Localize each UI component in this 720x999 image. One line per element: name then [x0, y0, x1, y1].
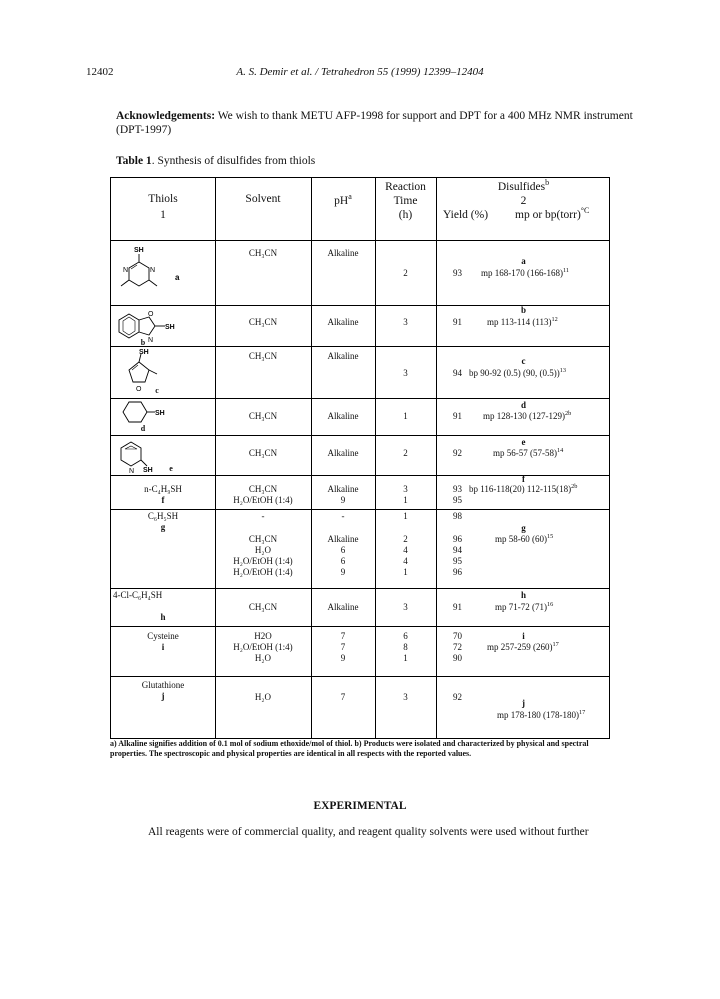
header-time: Time: [393, 195, 418, 207]
row-i-mp-text: mp 257-259 (260): [487, 642, 553, 652]
row-g-thiol: C₆H₅SH: [147, 511, 179, 521]
row-g-yield-3: 95: [453, 556, 462, 566]
structure-b-benzoxazole-thiol: [115, 308, 211, 346]
row-e-time: 2: [403, 448, 408, 458]
experimental-paragraph: All reagents were of commercial quality, and reagent quality solvents were used without further: [148, 826, 589, 838]
row-i-thiol: Cysteine: [147, 631, 179, 641]
row-a-solvent: CH₃CN: [248, 248, 278, 258]
header-mp-text: mp or bp(torr): [515, 209, 581, 221]
row-j-solvent: H₂O: [254, 692, 272, 702]
table-caption: [116, 155, 315, 167]
row-f-thiol: n-C₄H₉SH: [144, 484, 182, 494]
structure-a-n2: N: [150, 267, 156, 274]
row-g-ph-1: Alkaline: [327, 534, 359, 544]
row-a-mp-text: mp 168-170 (166-168): [481, 268, 563, 278]
row-e-ph: Alkaline: [327, 448, 359, 458]
structure-a-sh: SH: [134, 247, 144, 254]
row-g-ref: 15: [547, 533, 554, 540]
structure-d-letter: d: [140, 424, 146, 433]
row-a-mp: [481, 268, 609, 279]
header-hours: (h): [398, 209, 413, 221]
row-h-solvent: CH₃CN: [248, 602, 278, 612]
structure-a-n1: N: [123, 267, 129, 274]
row-f-time-2: 1: [403, 495, 408, 505]
acknowledgements: [116, 109, 636, 137]
structure-b-o: O: [148, 311, 154, 318]
row-a-ph: Alkaline: [327, 248, 359, 258]
header-ph: [311, 194, 375, 208]
table-caption-text: . Synthesis of disulfides from thiols: [151, 155, 316, 167]
row-g-time-0: 1: [403, 511, 408, 521]
row-divider: [111, 398, 609, 399]
header-thiols-number: 1: [160, 209, 166, 221]
row-j-mp-text: mp 178-180 (178-180): [497, 710, 579, 720]
row-g-solvent-1: CH₃CN: [248, 534, 278, 544]
row-c-bp-text: bp 90-92 (0.5) (90, (0.5)): [469, 368, 560, 378]
row-j-ref: 17: [579, 709, 586, 716]
row-a-letter: a: [521, 256, 526, 266]
row-g-solvent-4: H₂O/EtOH (1:4): [233, 567, 293, 577]
row-f-yield-2: 95: [453, 495, 462, 505]
structure-d-cyclohexanethiol: [115, 400, 195, 432]
row-h-ref: 16: [547, 601, 554, 608]
row-g-letter: g: [521, 523, 526, 533]
header-ph-text: pH: [334, 195, 349, 207]
row-j-thiol-letter: j: [161, 691, 165, 701]
row-c-solvent: CH₃CN: [248, 351, 278, 361]
row-j-mp: [497, 710, 609, 721]
row-divider: [111, 240, 609, 241]
acknowledgements-text: We wish to thank METU AFP-1998 for support and DPT for a 400 MHz NMR instrument (DPT-1997): [116, 110, 633, 136]
structure-c-o: O: [136, 386, 142, 393]
row-h-ph: Alkaline: [327, 602, 359, 612]
row-g-yield-0: 98: [453, 511, 462, 521]
row-g-time-4: 1: [403, 567, 408, 577]
row-g-time-2: 4: [403, 545, 408, 555]
row-g-thiol-letter: g: [160, 522, 166, 532]
row-b-ph: Alkaline: [327, 317, 359, 327]
row-i-yield-3: 90: [453, 653, 462, 663]
structure-e-pyridine-thiol: [115, 438, 195, 474]
row-f-solvent-1: CH₃CN: [248, 484, 278, 494]
row-b-mp-text: mp 113-114 (113): [487, 317, 552, 327]
row-c-ref: 13: [559, 367, 567, 374]
row-f-bp-text: bp 116-118(20) 112-115(18): [469, 484, 572, 494]
row-b-yield: 91: [453, 317, 462, 327]
row-d-solvent: CH₃CN: [248, 411, 278, 421]
row-a-ref: 11: [563, 267, 570, 274]
row-d-ph: Alkaline: [327, 411, 359, 421]
structure-a-letter: a: [175, 273, 180, 282]
structure-e-letter: e: [169, 464, 173, 473]
row-i-time-3: 1: [403, 653, 408, 663]
row-h-mp-text: mp 71-72 (71): [495, 602, 547, 612]
row-h-mp: [495, 602, 609, 613]
row-f-time-1: 3: [403, 484, 408, 494]
row-divider: [111, 676, 609, 677]
structure-c-letter: c: [155, 386, 159, 395]
header-disulfides-text: Disulfides: [497, 181, 546, 193]
row-g-ph-2: 6: [340, 545, 346, 555]
structure-c-sh: SH: [139, 349, 149, 356]
row-i-yield-2: 72: [453, 642, 462, 652]
header-thiols: Thiols: [148, 193, 178, 205]
row-i-letter: i: [522, 631, 525, 641]
header-reaction: Reaction: [385, 181, 426, 193]
row-g-mp-text: mp 58-60 (60): [495, 534, 547, 544]
row-d-ref: 2b: [565, 410, 572, 417]
row-f-thiol-letter: f: [161, 495, 165, 505]
row-e-ref: 14: [557, 447, 564, 454]
row-f-solvent-2: H₂O/EtOH (1:4): [233, 495, 293, 505]
row-h-thiol: 4-Cl-C₆H₄SH: [113, 590, 163, 600]
row-c-time: 3: [403, 368, 408, 378]
header-disulfides-number: 2: [520, 195, 527, 207]
structure-b-sh: SH: [165, 324, 175, 331]
row-e-yield: 92: [453, 448, 462, 458]
row-divider: [111, 588, 609, 589]
row-b-time: 3: [403, 317, 408, 327]
row-divider: [111, 346, 609, 347]
row-a-time: 2: [403, 268, 408, 278]
row-g-ph-0: -: [341, 511, 345, 521]
row-i-solvent-3: H₂O: [254, 653, 272, 663]
row-a-yield: 93: [453, 268, 462, 278]
row-b-mp: [487, 317, 609, 328]
row-i-ph-3: 9: [340, 653, 346, 663]
row-j-thiol: Glutathione: [141, 680, 185, 690]
row-i-time-2: 8: [403, 642, 408, 652]
row-g-time-1: 2: [403, 534, 408, 544]
row-g-yield-4: 96: [453, 567, 462, 577]
row-divider: [111, 509, 609, 510]
row-e-mp-text: mp 56-57 (57-58): [493, 448, 557, 458]
header-ph-footnote: a: [348, 192, 352, 202]
row-g-ph-3: 6: [340, 556, 346, 566]
row-e-letter: e: [521, 437, 526, 447]
disulfides-table: [110, 177, 610, 739]
row-d-time: 1: [403, 411, 408, 421]
header-disulfides: [436, 180, 611, 194]
row-divider: [111, 626, 609, 627]
row-c-bp: [469, 368, 609, 379]
row-e-mp: [493, 448, 609, 459]
row-g-yield-1: 96: [453, 534, 462, 544]
row-divider: [111, 435, 609, 436]
row-d-mp-text: mp 128-130 (127-129): [483, 411, 565, 421]
experimental-heading: EXPERIMENTAL: [313, 800, 407, 812]
row-g-time-3: 4: [403, 556, 408, 566]
row-f-ph-2: 9: [340, 495, 346, 505]
row-i-ph-1: 7: [340, 631, 346, 641]
row-b-ref: 12: [551, 316, 558, 323]
header-disulfides-footnote: b: [545, 178, 550, 188]
row-h-thiol-letter: h: [160, 612, 166, 622]
structure-b-letter: b: [140, 338, 146, 347]
row-i-time-1: 6: [403, 631, 408, 641]
row-i-mp: [487, 642, 609, 653]
row-c-letter: c: [521, 356, 526, 366]
row-g-solvent-0: -: [261, 511, 265, 521]
row-f-letter: f: [522, 474, 525, 484]
row-c-yield: 94: [453, 368, 462, 378]
header-mp: [515, 208, 611, 222]
row-g-solvent-3: H₂O/EtOH (1:4): [233, 556, 293, 566]
row-c-ph: Alkaline: [327, 351, 359, 361]
structure-d-sh: SH: [155, 410, 165, 417]
row-i-thiol-letter: i: [161, 642, 165, 652]
row-i-ref: 17: [552, 641, 559, 648]
row-j-ph: 7: [340, 692, 346, 702]
header-solvent: Solvent: [245, 193, 281, 205]
structure-a-pyrimidine-thiol: [117, 246, 207, 302]
row-f-yield-1: 93: [453, 484, 462, 494]
row-d-mp: [483, 411, 609, 422]
row-f-ph-1: Alkaline: [327, 484, 359, 494]
row-j-letter: j: [522, 698, 525, 708]
page-number: 12402: [86, 66, 114, 78]
structure-e-n: N: [129, 468, 135, 474]
row-e-solvent: CH₃CN: [248, 448, 278, 458]
row-f-bp: [469, 484, 609, 495]
row-g-mp: [495, 534, 609, 545]
structure-e-sh: SH: [143, 467, 153, 474]
row-h-letter: h: [520, 590, 526, 600]
row-j-yield: 92: [453, 692, 462, 702]
row-i-solvent-1: H2O: [254, 631, 272, 641]
header-mp-unit: °C: [580, 206, 590, 216]
row-i-ph-2: 7: [340, 642, 346, 652]
table-footnote: a) Alkaline signifies addition of 0.1 mol of sodium ethoxide/mol of thiol. b) Products were isolated and characterized by physical and spectral properties. The spectroscopic and physical properties are identical in all respects with the reported values.: [110, 739, 589, 758]
running-title: A. S. Demir et al. / Tetrahedron 55 (1999) 12399–12404: [236, 66, 484, 78]
row-d-yield: 91: [453, 411, 462, 421]
structure-b-n: N: [148, 337, 154, 344]
header-yield: Yield (%): [443, 209, 489, 221]
row-f-ref: 2b: [571, 483, 578, 490]
row-i-yield-1: 70: [453, 631, 462, 641]
row-d-letter: d: [520, 400, 526, 410]
row-b-solvent: CH₃CN: [248, 317, 278, 327]
row-i-solvent-2: H₂O/EtOH (1:4): [233, 642, 293, 652]
row-h-time: 3: [403, 602, 408, 612]
row-b-letter: b: [520, 305, 526, 315]
row-h-yield: 91: [453, 602, 462, 612]
row-g-ph-4: 9: [340, 567, 346, 577]
row-g-yield-2: 94: [453, 545, 462, 555]
acknowledgements-label: Acknowledgements:: [116, 110, 216, 122]
row-j-time: 3: [403, 692, 408, 702]
table-caption-label: Table 1: [116, 155, 152, 167]
row-g-solvent-2: H₂O: [254, 545, 272, 555]
